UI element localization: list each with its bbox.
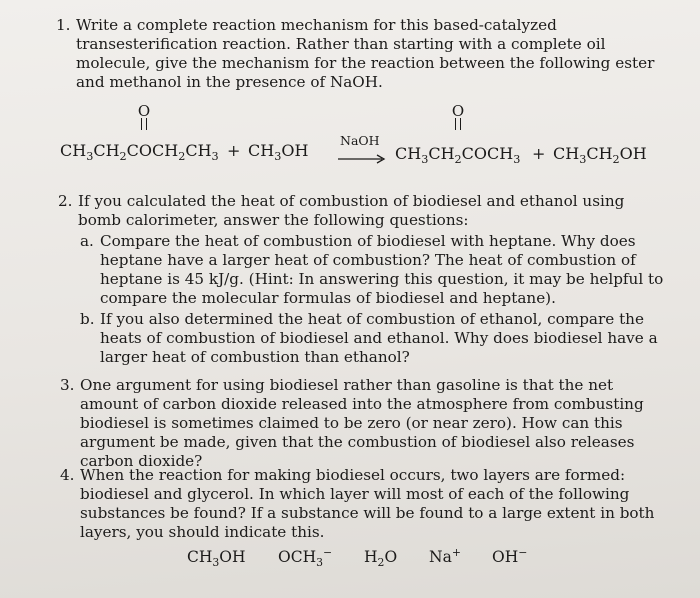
product-alcohol: $CH_3CH_2OH$ xyxy=(553,144,647,167)
question-2-number: 2. xyxy=(58,192,73,210)
question-3 xyxy=(60,376,672,471)
plus-sign-1: + xyxy=(227,141,241,160)
question-2a-text: Compare the heat of combustion of biodiesel with heptane. Why does heptane have a larger heat of combustion? The heat of combustion of heptane is 45 kJ/g. (Hint: In answering this question, it may be helpful to compare the molecular formulas of biodiesel and heptane). xyxy=(100,232,664,307)
species-sodium-ion: Na+ xyxy=(429,545,461,566)
product-carbonyl xyxy=(448,104,468,130)
carbonyl-oxygen-label: O xyxy=(137,102,151,120)
question-3-text: One argument for using biodiesel rather than gasoline is that the net amount of carbon dioxide released into the atmosphere from combusting biodiesel is sometimes claimed to be zero (or near zero). How can this argument be made, given that the combustion of biodiesel also releases carbon dioxide? xyxy=(80,376,644,470)
product-ester: $CH_3CH_2COCH_3$ xyxy=(395,144,521,167)
question-2b xyxy=(80,310,672,367)
question-1-text: Write a complete reaction mechanism for this based-catalyzed transesterification reaction. Rather than starting with a complete oil molecule, give the mechanism for the reaction between the following ester and methanol in the presence of NaOH. xyxy=(76,16,655,91)
question-2 xyxy=(58,192,670,230)
species-methanol: $CH_3OH$ xyxy=(187,548,246,570)
carbonyl-oxygen-label: O xyxy=(451,102,465,120)
question-3-number: 3. xyxy=(60,376,75,394)
question-2-text: If you calculated the heat of combustion of biodiesel and ethanol using bomb calorimeter, answer the following questions: xyxy=(78,192,625,229)
reaction-equation xyxy=(60,141,219,164)
question-4-text: When the reaction for making biodiesel occurs, two layers are formed: biodiesel and glycerol. In which layer will most of each of the following substances be found? If a substance will be found to a large extent in both layers, you should indicate this. xyxy=(80,466,655,541)
reaction-arrow xyxy=(337,154,387,164)
catalyst-label: NaOH xyxy=(340,133,380,148)
reactant-ester: $CH_3CH_2COCH_2CH_3$ xyxy=(60,141,219,164)
question-2a xyxy=(80,232,672,308)
question-1 xyxy=(56,16,668,92)
reactant-alcohol: $CH_3OH$ xyxy=(248,141,309,164)
question-2b-letter: b. xyxy=(80,310,95,328)
species-water: $H_2O$ xyxy=(364,548,398,570)
question-4 xyxy=(60,466,672,542)
question-2a-letter: a. xyxy=(80,232,94,250)
species-hydroxide: OH− xyxy=(492,545,528,566)
plus-sign-2: + xyxy=(532,144,546,163)
species-methoxide: $OCH_3^-$ xyxy=(278,545,333,570)
reactant-carbonyl xyxy=(134,104,154,130)
question-4-number: 4. xyxy=(60,466,75,484)
question-1-number: 1. xyxy=(56,16,71,34)
question-2b-text: If you also determined the heat of combustion of ethanol, compare the heats of combustion of biodiesel and ethanol. Why does biodiesel have a larger heat of combustion than ethanol? xyxy=(100,310,658,366)
